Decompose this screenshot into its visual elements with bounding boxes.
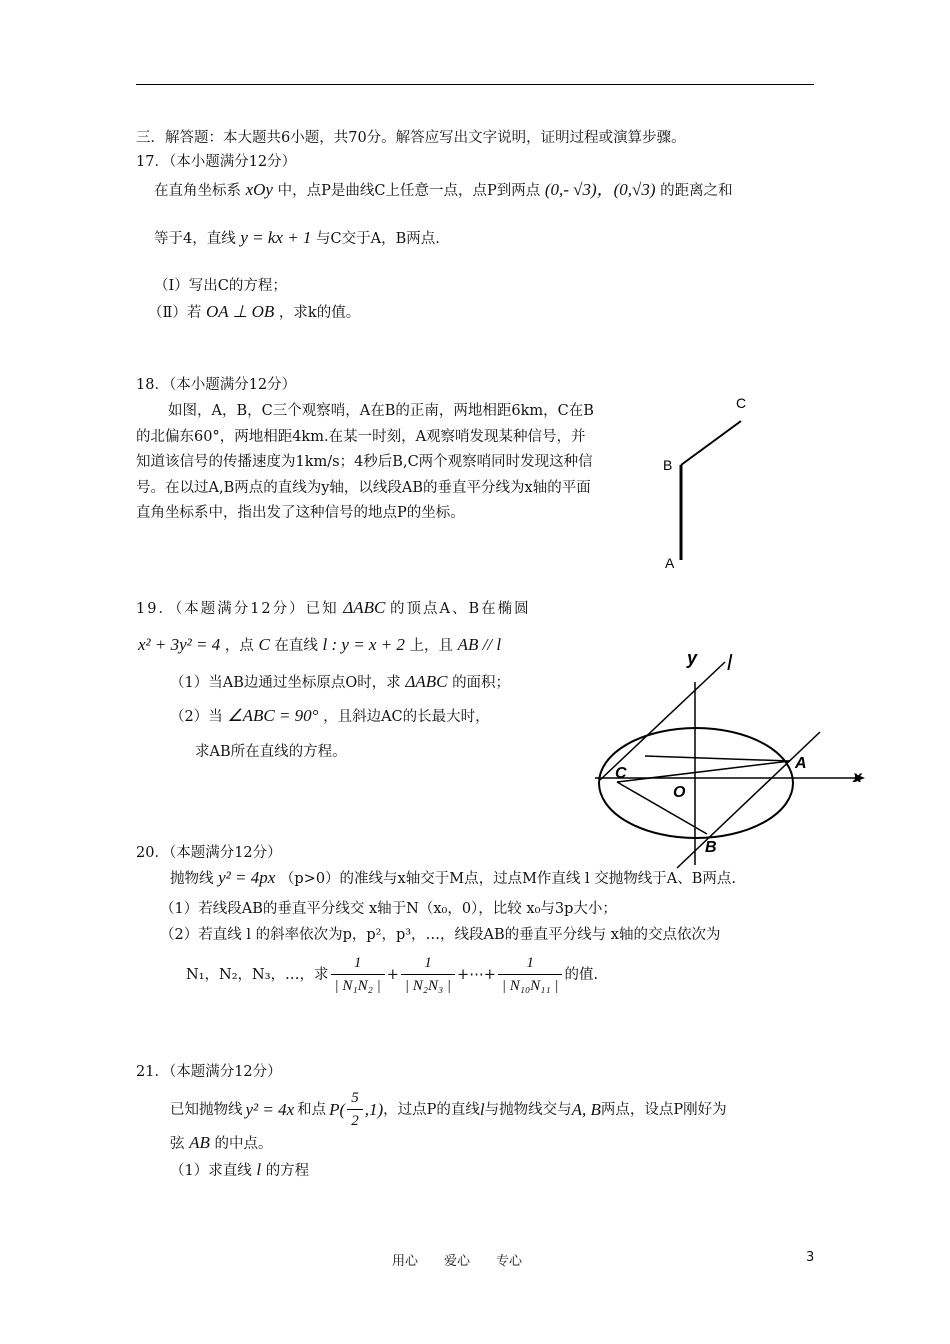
q21-part1 <box>170 1160 309 1181</box>
segment-chord <box>617 761 790 782</box>
q19-figure <box>585 640 885 870</box>
plus-sign: + <box>386 966 399 983</box>
q19-text: ，且斜边AC的长最大时， <box>323 709 490 725</box>
q17-text: ，求k的值。 <box>278 305 361 321</box>
q21-math-l: l <box>479 1099 485 1119</box>
segment-cb <box>617 782 707 834</box>
label-a: A <box>665 555 675 571</box>
q21-fraction <box>347 1088 363 1131</box>
label-b: B <box>663 457 673 473</box>
q21-math-ab: A, B <box>571 1099 601 1119</box>
q17-text: 的距离之和 <box>660 183 733 199</box>
q21-text: 的方程 <box>265 1163 310 1179</box>
fraction-denominator: | N₁N₂ | <box>331 974 385 996</box>
label-l: l <box>727 650 732 675</box>
fraction-denominator: | N₁₀N₁₁ | <box>498 974 563 996</box>
q19-text: 的顶点A、B在椭圆 <box>389 601 531 617</box>
q19-title <box>136 598 531 619</box>
q19-text: 上，且 <box>409 638 454 654</box>
q17-text: 等于4，直线 <box>154 231 236 247</box>
q19-part2-cont: 求AB所在直线的方程。 <box>195 744 347 760</box>
q20-text: 抛物线 <box>170 871 214 887</box>
q19-math-parallel: AB // l <box>457 635 502 654</box>
fraction-1 <box>331 953 385 996</box>
q17-text: 在直角坐标系 <box>154 183 241 199</box>
q20-line1 <box>170 868 736 889</box>
fraction-numerator: 1 <box>353 955 362 971</box>
q19-text: ，点 <box>224 638 254 654</box>
q20-title: 20．（本题满分12分） <box>136 845 282 861</box>
q17-line1 <box>154 180 733 201</box>
q17-line2 <box>154 228 440 249</box>
footer-motto: 用心 爱心 专心 <box>392 1254 523 1269</box>
ellipse <box>599 728 793 838</box>
q19-text: 的面积； <box>452 675 511 691</box>
q21-text: 已知抛物线 <box>170 1101 243 1118</box>
q20-text: N₁，N₂，N₃，…，求 <box>186 966 329 983</box>
q18-body: 如图，A，B，C三个观察哨，A在B的正南，两地相距6km，C在B的北偏东60°，两地相距4km.在某一时刻，A观察哨发现某种信号，并知道该信号的传播速度为1km/s；4秒后B,C两个观察哨同时发现这种信号。在以过A,B两点的直线为y轴，以线段AB的垂直平分线为x轴的平面直角坐标系中，指出发了这种信号的地点P的坐标。 <box>136 403 594 521</box>
q17-text: 中，点P是曲线C上任意一点，点P到两点 <box>277 183 541 199</box>
segment-ca <box>645 756 790 761</box>
fraction-3 <box>498 953 563 996</box>
q20-text: （p>0）的准线与x轴交于M点，过点M作直线 l 交抛物线于A、B两点. <box>279 871 737 887</box>
q21-math-point: P( <box>329 1099 346 1119</box>
fraction-numerator: 5 <box>351 1090 359 1106</box>
q21-text: 与抛物线交与 <box>484 1101 572 1118</box>
q19-math-triangle: ΔABC <box>405 672 448 691</box>
q17-title: 17．（本小题满分12分） <box>136 154 297 170</box>
q20-text: 的值. <box>564 966 599 983</box>
q21-math-l: l <box>256 1160 262 1179</box>
q19-text: 19．（本题满分12分）已知 <box>136 601 339 617</box>
q21-math-parabola: y² = 4x <box>245 1099 295 1119</box>
q17-math-points: (0,- √3)，(0,√3) <box>544 180 656 199</box>
fraction-2 <box>401 953 455 996</box>
fraction-numerator: 1 <box>424 955 432 971</box>
q21-text: ，过点P的直线 <box>383 1101 480 1118</box>
chord-line <box>677 732 820 868</box>
q17-math-line: y = kx + 1 <box>240 228 312 247</box>
q19-math-c: C <box>258 635 270 654</box>
q20-math-parabola: y² = 4px <box>218 868 276 887</box>
q19-math-ellipse: x² + 3y² = 4 <box>138 635 221 654</box>
fraction-denominator: | N₂N₃ | <box>401 974 455 996</box>
label-c: C <box>736 395 747 411</box>
label-c: C <box>615 765 627 782</box>
fraction-denominator: 2 <box>347 1109 363 1131</box>
q19-math-line: l : y = x + 2 <box>322 635 405 654</box>
q17-math-xoy: xOy <box>245 180 273 199</box>
q21-math-ab: AB <box>189 1133 210 1152</box>
q20-part1: （1）若线段AB的垂直平分线交 x轴于N（x₀，0），比较 x₀与3p大小； <box>160 901 617 917</box>
q19-text: （2）当 <box>170 709 223 725</box>
q21-text: 弦 <box>170 1136 185 1152</box>
q21-math-point: ,1) <box>364 1099 384 1119</box>
header-rule <box>136 84 814 85</box>
q21-text: （1）求直线 <box>170 1163 252 1179</box>
q21-text: 的中点。 <box>214 1136 273 1152</box>
q20-part2-line2 <box>186 953 598 996</box>
q19-math-angle: ∠ABC = 90° <box>227 706 319 725</box>
q21-text: 和点 <box>297 1101 327 1118</box>
plus-ellipsis: +⋯+ <box>457 966 496 983</box>
q19-line2 <box>138 635 501 656</box>
q17-part2 <box>148 302 360 323</box>
q18-title: 18．（本小题满分12分） <box>136 377 297 393</box>
q17-math-perp: OA ⊥ OB <box>205 302 275 321</box>
q21-title: 21．（本题满分12分） <box>136 1064 282 1080</box>
q19-part2 <box>170 706 490 727</box>
label-b: B <box>705 839 717 856</box>
q21-text: 两点，设点P刚好为 <box>600 1101 727 1118</box>
page-number: 3 <box>806 1250 815 1265</box>
q20-part2: （2）若直线 l 的斜率依次为p，p²，p³，…，线段AB的垂直平分线与 x轴的交点依次为 <box>160 927 721 943</box>
q17-text: 与C交于A，B两点. <box>316 231 440 247</box>
line-l <box>600 662 725 780</box>
q19-part1 <box>170 672 510 693</box>
fraction-numerator: 1 <box>526 955 534 971</box>
segment-bc <box>681 421 741 465</box>
label-y: y <box>687 648 698 668</box>
label-o: O <box>673 784 686 801</box>
q19-math-triangle: ΔABC <box>343 598 386 617</box>
q21-line2 <box>170 1133 273 1154</box>
label-a: A <box>795 755 807 772</box>
q21-line1 <box>170 1088 727 1131</box>
label-x: x <box>853 769 862 786</box>
q19-text: 在直线 <box>274 638 318 654</box>
q18-figure <box>650 385 760 575</box>
q17-part1: （Ⅰ）写出C的方程； <box>154 278 287 294</box>
section-header: 三．解答题：本大题共6小题，共70分。解答应写出文字说明，证明过程或演算步骤。 <box>136 130 686 146</box>
q17-text: （Ⅱ）若 <box>148 305 202 321</box>
q19-text: （1）当AB边通过坐标原点O时，求 <box>170 675 401 691</box>
